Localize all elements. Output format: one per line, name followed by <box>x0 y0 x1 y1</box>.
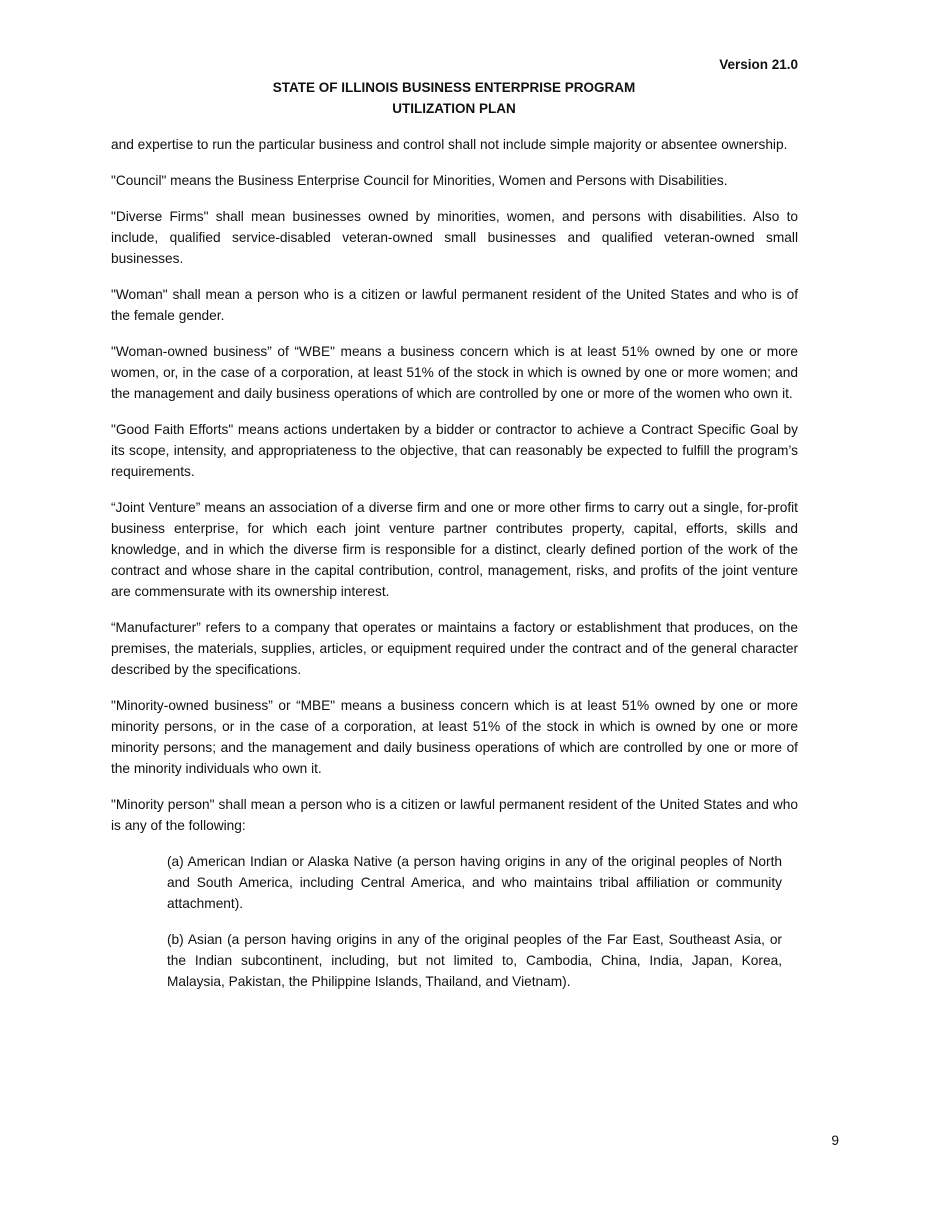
version-label: Version 21.0 <box>719 57 798 72</box>
definition-joint-venture: “Joint Venture” means an association of a diverse firm and one or more other firms to carry out a single, for-profit business enterprise, for which each joint venture partner contributes property, capital, efforts, skills and knowledge, and in which the diverse firm is responsible for a distinct, clearly defined portion of the work of the contract and whose share in the capital contribution, control, management, risks, and profits of the joint venture are commensurate with its ownership interest. <box>111 500 798 599</box>
paragraph-continuation: and expertise to run the particular business and control shall not include simple majority or absentee ownership. <box>111 137 788 152</box>
definition-good-faith-efforts: "Good Faith Efforts" means actions undertaken by a bidder or contractor to achieve a Contract Specific Goal by its scope, intensity, and appropriateness to the objective, that can reasonably be expected to fulfill the program’s requirements. <box>111 422 798 479</box>
sub-item-american-indian: (a) American Indian or Alaska Native (a person having origins in any of the original peoples of North and South America, including Central America, and who maintains tribal affiliation or community attachment). <box>167 854 782 911</box>
page-number: 9 <box>831 1133 839 1148</box>
definition-manufacturer: “Manufacturer” refers to a company that operates or maintains a factory or establishment that produces, on the premises, the materials, supplies, articles, or equipment required under the contract and of the general character described by the specifications. <box>111 620 798 677</box>
definition-minority-person: "Minority person" shall mean a person who is a citizen or lawful permanent resident of the United States and who is any of the following: <box>111 797 798 833</box>
document-title-line-2: UTILIZATION PLAN <box>392 101 516 116</box>
definition-woman: "Woman" shall mean a person who is a citizen or lawful permanent resident of the United States and who is of the female gender. <box>111 287 798 323</box>
sub-item-asian: (b) Asian (a person having origins in any of the original peoples of the Far East, Southeast Asia, or the Indian subcontinent, including, but not limited to, Cambodia, China, India, Japan, Korea, Malaysia, Pakistan, the Philippine Islands, Thailand, and Vietnam). <box>167 932 782 989</box>
document-title-line-1: STATE OF ILLINOIS BUSINESS ENTERPRISE PROGRAM <box>272 80 636 95</box>
definition-woman-owned-business: "Woman-owned business” of “WBE" means a business concern which is at least 51% owned by one or more women, or, in the case of a corporation, at least 51% of the stock in which is owned by one or more women; and the management and daily business operations of which are controlled by one or more of the women who own it. <box>111 344 798 401</box>
definition-minority-owned-business: "Minority-owned business” or “MBE" means a business concern which is at least 51% owned by one or more minority persons, or in the case of a corporation, at least 51% of the stock in which is owned by one or more minority persons; and the management and daily business operations of which are controlled by one or more of the minority individuals who own it. <box>111 698 798 776</box>
definition-diverse-firms: "Diverse Firms" shall mean businesses owned by minorities, women, and persons with disabilities. Also to include, qualified service-disabled veteran-owned small businesses and qualified veteran-owned small businesses. <box>111 209 798 266</box>
definition-council: "Council" means the Business Enterprise Council for Minorities, Women and Persons with Disabilities. <box>111 173 728 188</box>
document-title <box>0 77 908 119</box>
document-body <box>111 134 798 1007</box>
